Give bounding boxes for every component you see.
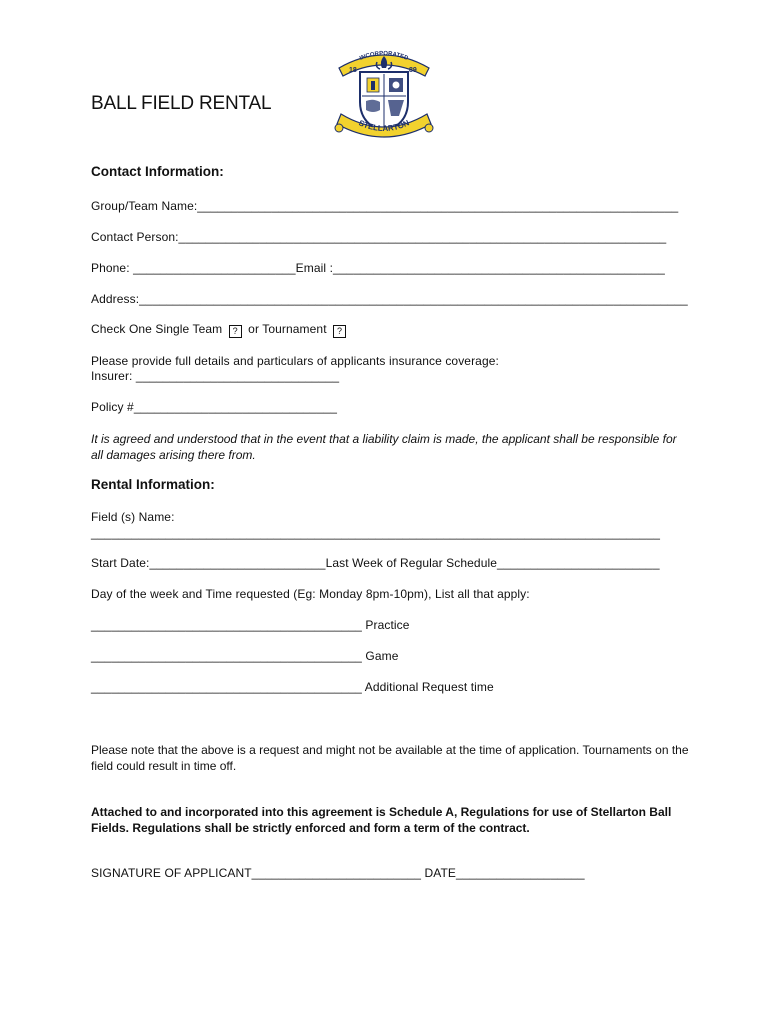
or-tournament-label: or Tournament xyxy=(248,322,327,336)
liability-statement: It is agreed and understood that in the event that a liability claim is made, the applicant shall be responsible for all damages arising there from. xyxy=(91,432,677,462)
logo-year-left: 18 xyxy=(349,67,357,74)
signature-row xyxy=(91,866,585,880)
availability-note: Please note that the above is a request and might not be available at the time of application. Tournaments on the field could result in time off. xyxy=(91,743,689,773)
contact-person-field[interactable]: Contact Person:________________________________________________________________________ xyxy=(91,230,667,244)
date-field[interactable]: DATE___________________ xyxy=(424,866,585,880)
start-date-field[interactable]: Start Date:__________________________ xyxy=(91,556,326,570)
phone-field[interactable]: Phone: ________________________ xyxy=(91,261,296,275)
additional-request-field[interactable]: ________________________________________ Additional Request time xyxy=(91,680,494,694)
signature-field[interactable]: SIGNATURE OF APPLICANT_________________________ xyxy=(91,866,422,880)
field-name-label: Field (s) Name: xyxy=(91,510,175,524)
tournament-checkbox[interactable]: ? xyxy=(333,325,346,338)
policy-field[interactable]: Policy #______________________________ xyxy=(91,400,338,414)
insurer-field[interactable]: Insurer: ______________________________ xyxy=(91,369,340,383)
check-one-label: Check One Single Team xyxy=(91,322,223,336)
logo-top-text: INCORPORATED xyxy=(358,50,409,62)
insurance-prompt: Please provide full details and particulars of applicants insurance coverage: xyxy=(91,354,499,368)
day-time-prompt: Day of the week and Time requested (Eg: Monday 8pm-10pm), List all that apply: xyxy=(91,587,530,601)
schedule-a-notice: Attached to and incorporated into this agreement is Schedule A, Regulations for use of Stellarton Ball Fields. Regulations shall be strictly enforced and form a term of the contract. xyxy=(91,805,672,835)
page-title: BALL FIELD RENTAL xyxy=(91,93,272,114)
dates-row xyxy=(91,556,660,570)
last-week-field[interactable]: Last Week of Regular Schedule________________________ xyxy=(325,556,660,570)
logo-bottom-text: STELLARTON xyxy=(357,118,411,134)
email-field[interactable]: Email :_________________________________________________ xyxy=(295,261,665,275)
game-field[interactable]: ________________________________________ Game xyxy=(91,649,399,663)
phone-email-row xyxy=(91,261,665,275)
field-name-line[interactable]: ____________________________________________________________________________________ xyxy=(91,526,661,540)
single-team-checkbox[interactable]: ? xyxy=(229,325,242,338)
practice-field[interactable]: ________________________________________ Practice xyxy=(91,618,410,632)
stellarton-crest-logo xyxy=(333,44,435,140)
contact-heading: Contact Information: xyxy=(91,164,224,179)
rental-heading: Rental Information: xyxy=(91,477,215,492)
address-field[interactable]: Address:_________________________________________________________________________________ xyxy=(91,292,688,306)
logo-year-right: 89 xyxy=(409,67,417,74)
check-one-row xyxy=(91,322,349,338)
group-team-name-field[interactable]: Group/Team Name:_______________________________________________________________________ xyxy=(91,199,679,213)
